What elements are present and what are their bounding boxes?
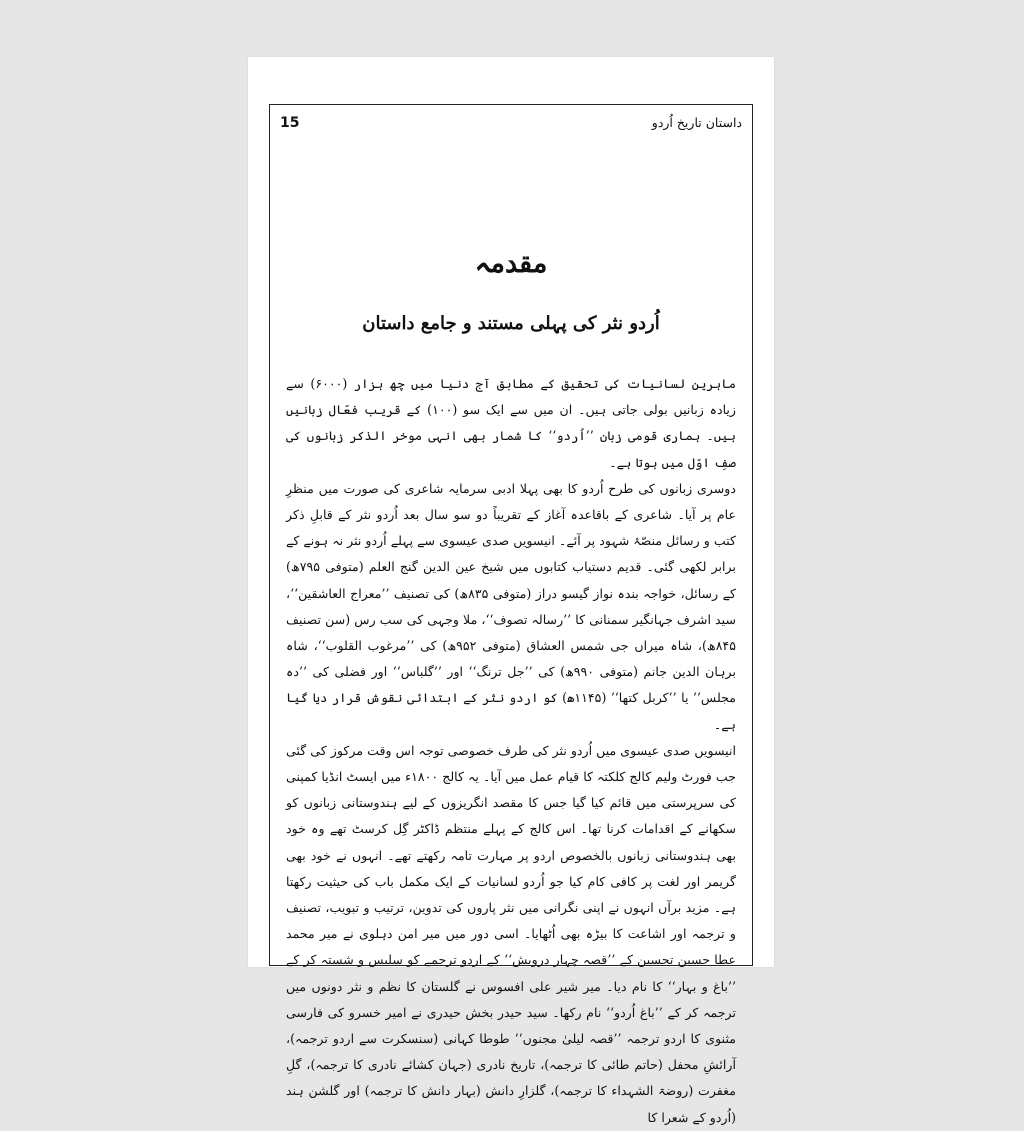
paragraph: ماہرینِ لسانیات کی تحقیق کے مطابق آج دنیا میں چھ ہزار (۶۰۰۰) سے زیادہ زبانیں بولی جاتی ہیں۔ ان میں سے ایک سو (۱۰۰) کے قریب فعّال زبانیں ہیں۔ ہماری قومی زبان ’’اُردو‘‘ کا شمار بھی انہی موخر الذکر زبانوں کی صفِ اوّل میں ہوتا ہے۔ <box>286 376 736 470</box>
page-number: 15 <box>280 115 300 131</box>
chapter-title: مقدمہ <box>474 248 548 279</box>
body-text <box>286 371 737 1125</box>
page-frame <box>269 104 753 1125</box>
paragraph: دوسری زبانوں کی طرح اُردو کا بھی پہلا ادبی سرمایہ شاعری کی صورت میں منظرِ عام پر آیا۔ شاعری کے باقاعدہ آغاز کے تقریباً دو سو سال بعد اُردو نثر کے قابلِ ذکر کتب و رسائل منصّۂ شہود پر آئے۔ انیسویں صدی عیسوی سے پہلے اُردو نثر نہ ہونے کے برابر لکھی گئی۔ قدیم دستیاب کتابوں میں شیخ عین الدین گنج العلم (متوفی ۷۹۵ھ) کے رسائل، خواجہ بندہ نواز گیسو دراز (متوفی ۸۳۵ھ) کی تصنیف ’’معراج العاشقین‘‘، سید اشرف جہانگیر سمنانی کا ’’رسالہ تصوف‘‘، ملا وجہی کی سب رس (سن تصنیف ۸۴۵ھ)، شاہ میراں جی شمس العشاق (متوفی ۹۵۲ھ) کی ’’مرغوب القلوب‘‘، شاہ برہان الدین جانم (متوفی ۹۹۰ھ) کی ’’جل ترنگ‘‘ اور ’’گلباس‘‘ اور فضلی کی ’’دہ مجلس‘‘ یا ’’کربل کتھا‘‘ (۱۱۴۵ھ) کو اردو نثر کے ابتدائی نقوش قرار دیا گیا ہے۔ <box>286 480 737 732</box>
book-page <box>248 57 774 1125</box>
chapter-subtitle: اُردو نثر کی پہلی مستند و جامع داستان <box>362 313 660 334</box>
running-head: داستان تاریخ اُردو <box>651 115 742 130</box>
paragraph: انیسویں صدی عیسوی میں اُردو نثر کی طرف خصوصی توجہ اس وقت مرکوز کی گئی جب فورٹ ولیم کالج کلکتہ کا قیام عمل میں آیا۔ یہ کالج ۱۸۰۰ء میں ایسٹ انڈیا کمپنی کی سرپرستی میں قائم کیا گیا جس کا مقصد انگریزوں کے لیے ہندوستانی زبانوں کو سکھانے کے اقدامات کرنا تھا۔ اس کالج کے پہلے منتظم ڈاکٹر گِل کرسٹ تھے وہ خود بھی ہندوستانی زبانوں بالخصوص اردو پر مہارت تامہ رکھتے تھے۔ انہوں نے خود بھی گریمر اور لغت پر کافی کام کیا جو اُردو لسانیات کے ایک مکمل باب کی حیثیت رکھتا ہے۔ مزید برآں انہوں نے اپنی نگرانی میں نثر پاروں کی تدوین، ترتیب و تبویب، تصنیف و ترجمہ اور اشاعت کا بیڑہ بھی اُٹھایا۔ اسی دور میں میر امن دہلوی نے میر محمد عطا حسین تحسین کے ’’قصہ چہار درویش‘‘ کے اردو ترجمے کو سلیس و شستہ کر کے ’’باغ و بہار‘‘ کا نام دیا۔ میر شیر علی افسوس نے گلستان کا نظم و نثر دونوں میں ترجمہ کر کے ’’باغ اُردو‘‘ نام رکھا۔ سید حیدر بخش حیدری نے امیر خسرو کی فارسی مثنوی کا اردو ترجمہ ’’قصہ لیلیٰ مجنوں‘‘ طوطا کہانی (سنسکرت سے اردو ترجمہ)، آرائشِ محفل (حاتم طائی کا ترجمہ)، تاریخ نادری (جہان کشائے نادری کا ترجمہ)، گلِ مغفرت (روضۃ الشہداء کا ترجمہ)، گلزارِ دانش (بہار دانش کا ترجمہ) اور گلشن ہند (اُردو کے شعرا کا <box>286 742 736 1125</box>
